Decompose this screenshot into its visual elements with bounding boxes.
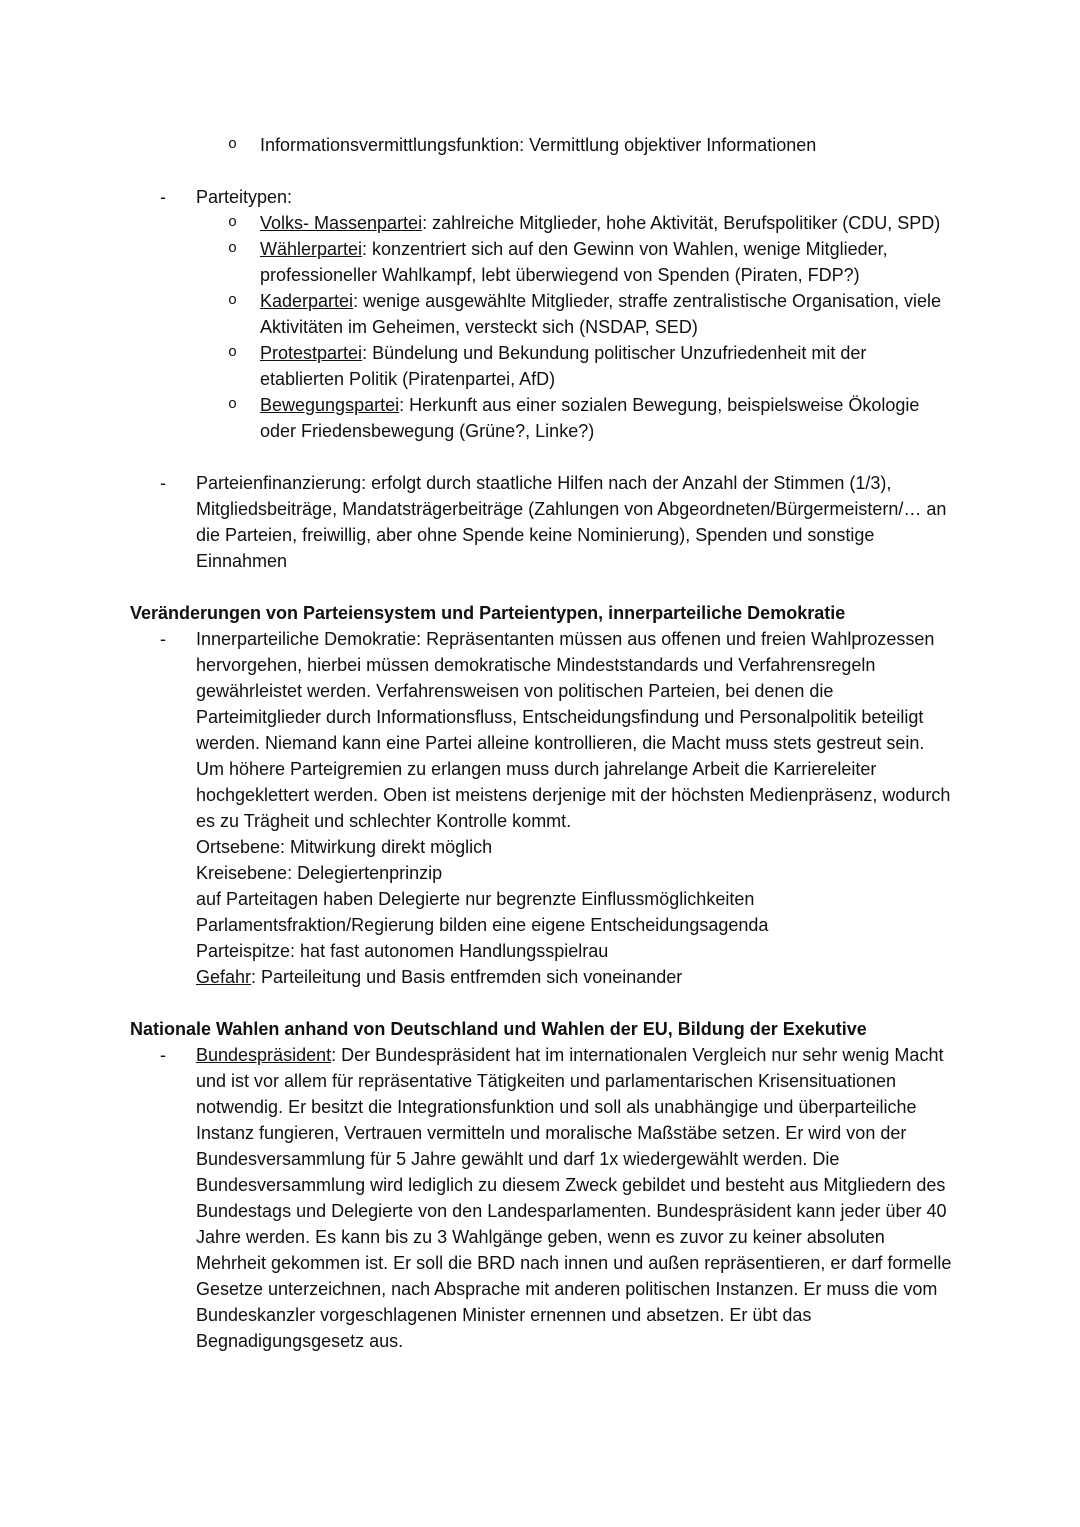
list-item-text bbox=[260, 236, 952, 288]
list-item-volks-massenpartei bbox=[130, 210, 952, 236]
spacer bbox=[130, 444, 952, 470]
list-item-bundespraesident bbox=[130, 1042, 952, 1354]
list-item-informationsvermittlungsfunktion bbox=[130, 132, 952, 158]
underlined-term: Gefahr bbox=[196, 967, 252, 987]
list-item-bewegungspartei bbox=[130, 392, 952, 444]
list-item-parteitypen bbox=[130, 184, 952, 210]
list-item-text: Parteitypen: bbox=[196, 187, 293, 207]
item-body-text: : wenige ausgewählte Mitglieder, straffe zentralistische Organisation, viele Aktivitäten im Geheimen, versteckt sich (NSDAP, SED) bbox=[260, 291, 942, 337]
item-body-text: : Der Bundespräsident hat im internationalen Vergleich nur sehr wenig Macht und ist vor allem für repräsentative Tätigkeiten und parlamentarischen Krisensituationen notwendig. Er besitzt die Integrationsfunktion und soll als unabhängige und überparteiliche Instanz fungieren, Vertrauen vermitteln und moralische Maßstäbe setzen. Er wird von der Bundesversammlung für 5 Jahre gewählt und darf 1x wiedergewählt werden. Die Bundesversammlung wird lediglich zu diesem Zweck gebildet und besteht aus Mitgliedern des Bundestags und Delegierte von den Landesparlamenten. Bundespräsident kann jeder über 40 Jahre werden. Es kann bis zu 3 Wahlgänge geben, wenn es zuvor zu keiner absoluten Mehrheit gekommen ist. Er soll die BRD nach innen und außen repräsentieren, er darf formelle Gesetze unterzeichnen, nach Absprache mit anderen politischen Instanzen. Er muss die vom Bundeskanzler vorgeschlagenen Minister ernennen und absetzen. Er übt das Begnadigungsgesetz aus. bbox=[196, 1045, 952, 1351]
section-heading-nationale-wahlen: Nationale Wahlen anhand von Deutschland und Wahlen der EU, Bildung der Exekutive bbox=[130, 1019, 867, 1039]
circle-bullet-marker: o bbox=[228, 240, 238, 257]
list-item-text bbox=[196, 1042, 952, 1354]
spacer bbox=[130, 990, 952, 1016]
line-kreisebene: Kreisebene: Delegiertenprinzip bbox=[196, 863, 443, 883]
circle-bullet-marker: o bbox=[228, 344, 238, 361]
circle-bullet-marker: o bbox=[228, 396, 238, 413]
line-gefahr bbox=[196, 964, 952, 990]
item-body-text: : Herkunft aus einer sozialen Bewegung, beispielsweise Ökologie oder Friedensbewegung (Grüne?, Linke?) bbox=[260, 395, 920, 441]
dash-bullet-marker: - bbox=[160, 629, 166, 649]
item-body-text: : Bündelung und Bekundung politischer Unzufriedenheit mit der etablierten Politik (Piratenpartei, AfD) bbox=[260, 343, 867, 389]
dash-bullet-marker: - bbox=[160, 187, 166, 207]
line-ortsebene: Ortsebene: Mitwirkung direkt möglich bbox=[196, 837, 493, 857]
list-item-protestpartei bbox=[130, 340, 952, 392]
line-parteispitze: Parteispitze: hat fast autonomen Handlungsspielrau bbox=[196, 941, 609, 961]
list-item-waehlerpartei bbox=[130, 236, 952, 288]
line-parteitage: auf Parteitagen haben Delegierte nur begrenzte Einflussmöglichkeiten bbox=[196, 889, 755, 909]
list-item-text bbox=[260, 392, 952, 444]
list-item-text: Parteienfinanzierung: erfolgt durch staatliche Hilfen nach der Anzahl der Stimmen (1/3), Mitgliedsbeiträge, Mandatsträgerbeiträge (Zahlungen von Abgeordneten/Bürgermeistern/… an die Parteien, freiwillig, aber ohne Spende keine Nominierung), Spenden und sonstige Einnahmen bbox=[196, 473, 947, 571]
underlined-term: Protestpartei bbox=[260, 343, 363, 363]
list-item-parteienfinanzierung bbox=[130, 470, 952, 574]
list-item-text bbox=[196, 626, 952, 990]
underlined-term: Volks- Massenpartei bbox=[260, 213, 423, 233]
item-body-text: : konzentriert sich auf den Gewinn von Wahlen, wenige Mitglieder, professioneller Wahlkampf, lebt überwiegend von Spenden (Piraten, FDP?) bbox=[260, 239, 888, 285]
dash-bullet-marker: - bbox=[160, 1045, 166, 1065]
underlined-term: Kaderpartei bbox=[260, 291, 354, 311]
circle-bullet-marker: o bbox=[228, 136, 238, 153]
circle-bullet-marker: o bbox=[228, 292, 238, 309]
list-item-text bbox=[260, 210, 952, 236]
list-item-kaderpartei bbox=[130, 288, 952, 340]
item-body-text: : zahlreiche Mitglieder, hohe Aktivität, Berufspolitiker (CDU, SPD) bbox=[422, 213, 941, 233]
underlined-term: Bewegungspartei bbox=[260, 395, 400, 415]
list-item-text bbox=[260, 340, 952, 392]
underlined-term: Bundespräsident bbox=[196, 1045, 332, 1065]
list-item-innerparteiliche-demokratie bbox=[130, 626, 952, 990]
line-parlamentsfraktion: Parlamentsfraktion/Regierung bilden eine eigene Entscheidungsagenda bbox=[196, 915, 769, 935]
spacer bbox=[130, 158, 952, 184]
list-item-text bbox=[260, 288, 952, 340]
dash-bullet-marker: - bbox=[160, 473, 166, 493]
spacer bbox=[130, 574, 952, 600]
item-body-text: : Parteileitung und Basis entfremden sich voneinander bbox=[251, 967, 683, 987]
underlined-term: Wählerpartei bbox=[260, 239, 363, 259]
list-item-text: Informationsvermittlungsfunktion: Vermittlung objektiver Informationen bbox=[260, 135, 817, 155]
circle-bullet-marker: o bbox=[228, 214, 238, 231]
paragraph-innerparteiliche-demokratie: Innerparteiliche Demokratie: Repräsentanten müssen aus offenen und freien Wahlprozessen hervorgehen, hierbei müssen demokratische Mindeststandards und Verfahrensregeln gewährleistet werden. Verfahrensweisen von politischen Parteien, bei denen die Parteimitglieder durch Informationsfluss, Entscheidungsfindung und Personalpolitik beteiligt werden. Niemand kann eine Partei alleine kontrollieren, die Macht muss stets gestreut sein. Um höhere Parteigremien zu erlangen muss durch jahrelange Arbeit die Karriereleiter hochgeklettert werden. Oben ist meistens derjenige mit der höchsten Medienpräsenz, wodurch es zu Trägheit und schlechter Kontrolle kommt. bbox=[196, 629, 951, 831]
section-heading-parteiensystem: Veränderungen von Parteiensystem und Parteientypen, innerparteiliche Demokratie bbox=[130, 603, 846, 623]
